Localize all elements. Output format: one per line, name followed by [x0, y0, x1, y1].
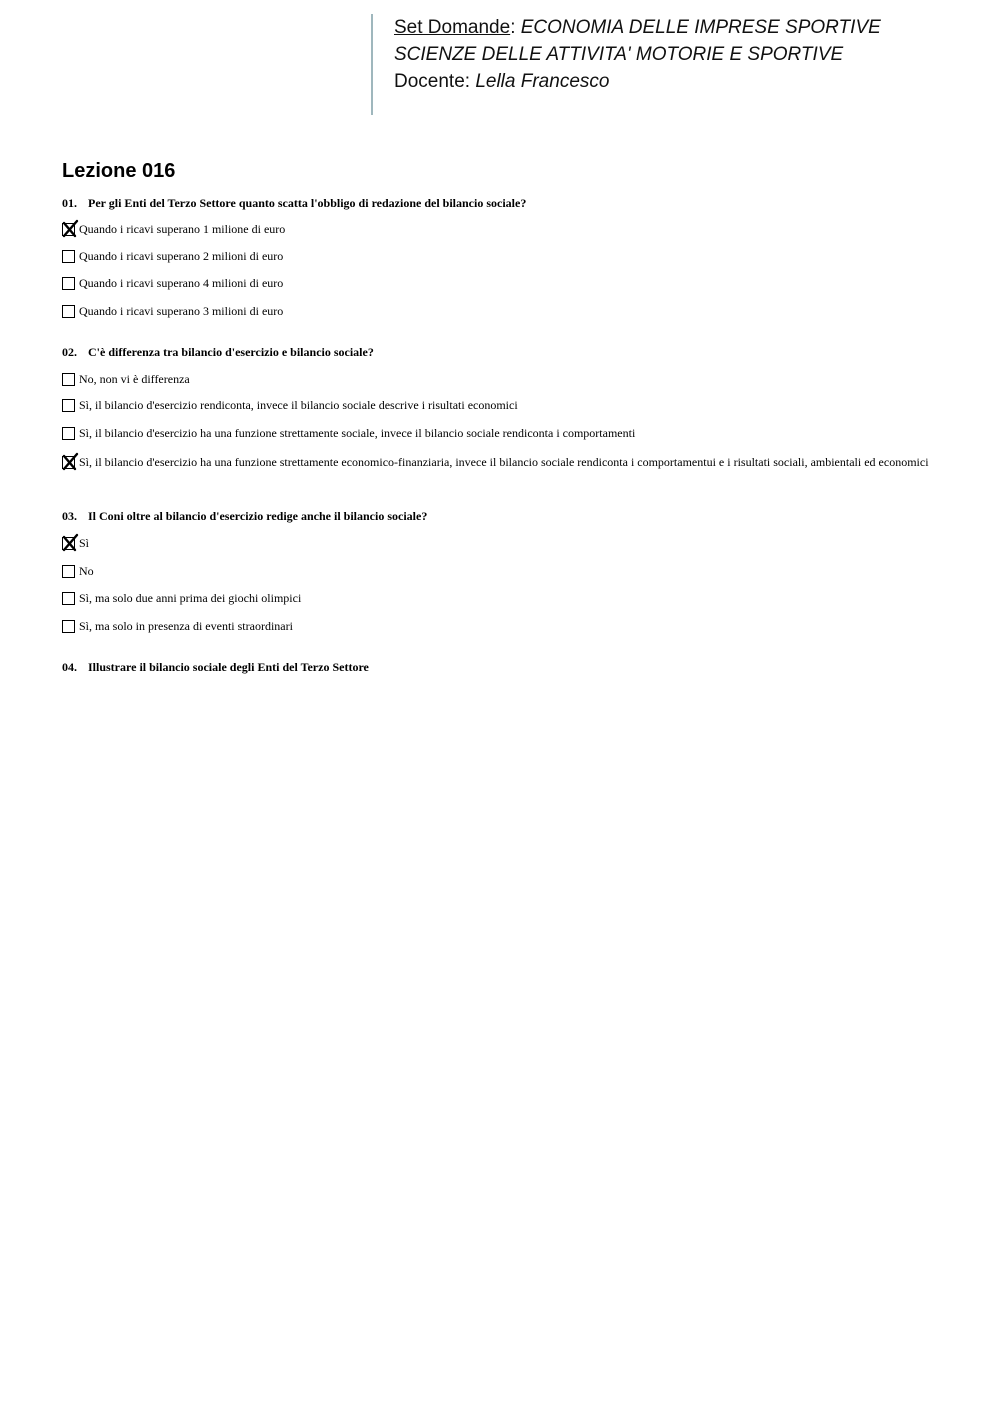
question-text: Il Coni oltre al bilancio d'esercizio redige anche il bilancio sociale?: [88, 509, 428, 523]
option-text: Quando i ricavi superano 4 milioni di euro: [79, 276, 284, 290]
question-number: 02.: [62, 345, 77, 359]
question-title: [62, 659, 369, 675]
checkbox[interactable]: [62, 456, 75, 469]
option-text: Quando i ricavi superano 1 milione di euro: [79, 222, 286, 236]
question-text: Per gli Enti del Terzo Settore quanto scatta l'obbligo di redazione del bilancio sociale?: [88, 196, 527, 210]
answer-option[interactable]: [62, 276, 942, 291]
checkbox[interactable]: [62, 399, 75, 412]
question-number: 01.: [62, 196, 77, 210]
option-text: No, non vi è differenza: [79, 372, 190, 386]
question-title: [62, 195, 526, 211]
check-mark-icon: [62, 453, 78, 471]
course-name: ECONOMIA DELLE IMPRESE SPORTIVE: [520, 17, 881, 38]
checkbox[interactable]: [62, 620, 75, 633]
option-text: Sì: [79, 536, 90, 550]
option-text: Quando i ricavi superano 3 milioni di euro: [79, 304, 284, 318]
answer-option[interactable]: [62, 591, 942, 606]
teacher-name: Lella Francesco: [475, 71, 610, 92]
set-separator: :: [510, 17, 516, 38]
option-text: Sì, ma solo in presenza di eventi straordinari: [79, 619, 293, 633]
set-label: Set Domande: [394, 17, 511, 38]
option-text: Sì, il bilancio d'esercizio ha una funzione strettamente sociale, invece il bilancio sociale rendiconta i comportamenti: [79, 426, 636, 440]
degree-name: SCIENZE DELLE ATTIVITA' MOTORIE E SPORTIVE: [394, 44, 844, 65]
question-title: [62, 508, 427, 524]
option-text: Sì, ma solo due anni prima dei giochi olimpici: [79, 591, 302, 605]
option-text: Sì, il bilancio d'esercizio rendiconta, invece il bilancio sociale descrive i risultati economici: [79, 398, 518, 412]
lesson-title: Lezione 016: [62, 160, 176, 182]
teacher-label: Docente:: [394, 71, 471, 92]
answer-option[interactable]: [62, 564, 942, 579]
checkbox[interactable]: [62, 373, 75, 386]
answer-option[interactable]: [62, 372, 942, 387]
teacher-line: [394, 68, 931, 95]
checkbox[interactable]: [62, 565, 75, 578]
answer-option[interactable]: [62, 249, 942, 264]
question-text: C'è differenza tra bilancio d'esercizio e bilancio sociale?: [88, 345, 374, 359]
checkbox[interactable]: [62, 592, 75, 605]
answer-option[interactable]: [62, 398, 942, 413]
answer-option[interactable]: [62, 455, 942, 470]
option-text: No: [79, 564, 94, 578]
degree-line: [394, 41, 931, 68]
checkbox[interactable]: [62, 223, 75, 236]
checkbox[interactable]: [62, 537, 75, 550]
checkbox[interactable]: [62, 305, 75, 318]
option-text: Quando i ricavi superano 2 milioni di euro: [79, 249, 284, 263]
document-header: [371, 14, 931, 115]
checkbox[interactable]: [62, 250, 75, 263]
checkbox[interactable]: [62, 277, 75, 290]
question-number: 04.: [62, 660, 77, 674]
answer-option[interactable]: [62, 304, 942, 319]
answer-option[interactable]: [62, 536, 942, 551]
check-mark-icon: [62, 534, 78, 552]
question-title: [62, 344, 374, 360]
answer-option[interactable]: [62, 222, 942, 237]
checkbox[interactable]: [62, 427, 75, 440]
option-text: Sì, il bilancio d'esercizio ha una funzione strettamente economico-finanziaria, invece il bilancio sociale rendiconta i comportamentui e i risultati sociali, ambientali ed economici: [79, 455, 929, 469]
answer-option[interactable]: [62, 426, 942, 441]
check-mark-icon: [62, 220, 78, 238]
set-line: [394, 14, 931, 41]
question-text: Illustrare il bilancio sociale degli Enti del Terzo Settore: [88, 660, 369, 674]
question-number: 03.: [62, 509, 77, 523]
answer-option[interactable]: [62, 619, 942, 634]
